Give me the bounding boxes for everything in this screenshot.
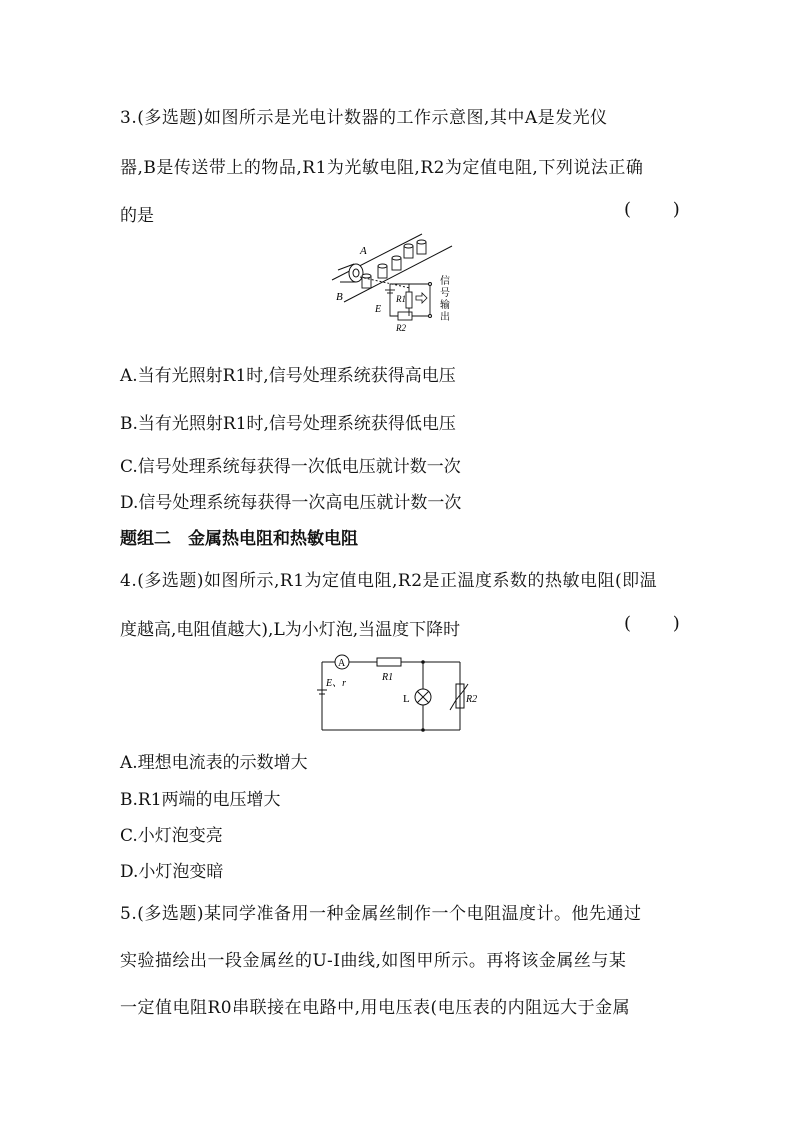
q4-option-b: B.R1两端的电压增大	[120, 790, 281, 810]
group2-heading: 题组二 金属热电阻和热敏电阻	[120, 529, 358, 549]
q4-answer-bracket: ( )	[624, 613, 698, 634]
q5-stem-line1: 5.(多选题)某同学准备用一种金属丝制作一个电阻温度计。他先通过	[120, 904, 642, 924]
q3-answer-bracket: ( )	[624, 199, 698, 220]
q3-photoelectric-counter-figure	[330, 232, 460, 340]
q4-fig-lamp-label: L	[403, 693, 410, 705]
q4-fig-source-label: E、r	[326, 678, 346, 689]
q4-stem-line1: 4.(多选题)如图所示,R1为定值电阻,R2是正温度系数的热敏电阻(即温	[120, 571, 658, 591]
q3-fig-label-r2: R2	[396, 323, 406, 333]
q3-fig-output-char1: 信	[440, 276, 450, 287]
q3-option-b: B.当有光照射R1时,信号处理系统获得低电压	[120, 414, 456, 434]
q3-fig-label-a: A	[360, 245, 367, 257]
q3-fig-output-char3: 输	[440, 300, 450, 311]
q3-fig-label-r1: R1	[396, 294, 406, 304]
q3-fig-output-char2: 号	[440, 288, 450, 299]
q4-fig-r1-label: R1	[382, 672, 394, 683]
q3-stem-line2: 器,B是传送带上的物品,R1为光敏电阻,R2为定值电阻,下列说法正确	[120, 158, 644, 178]
q3-stem-line1: 3.(多选题)如图所示是光电计数器的工作示意图,其中A是发光仪	[120, 108, 608, 128]
q4-fig-r2-label: R2	[466, 694, 478, 705]
q4-fig-ammeter-icon: A	[338, 658, 346, 669]
q3-stem-line3: 的是	[120, 206, 154, 226]
q3-option-a: A.当有光照射R1时,信号处理系统获得高电压	[120, 366, 456, 386]
q4-circuit-figure	[312, 650, 482, 740]
q5-stem-line3: 一定值电阻R0串联接在电路中,用电压表(电压表的内阻远大于金属	[120, 998, 631, 1018]
q3-option-d: D.信号处理系统每获得一次高电压就计数一次	[120, 493, 462, 513]
q5-stem-line2: 实验描绘出一段金属丝的U-I曲线,如图甲所示。再将该金属丝与某	[120, 951, 627, 971]
q4-stem-line2: 度越高,电阻值越大),L为小灯泡,当温度下降时	[120, 620, 461, 640]
q3-option-c: C.信号处理系统每获得一次低电压就计数一次	[120, 457, 461, 477]
q4-option-d: D.小灯泡变暗	[120, 862, 224, 882]
q4-option-a: A.理想电流表的示数增大	[120, 753, 308, 773]
q3-fig-output-char4: 出	[440, 312, 450, 323]
q3-fig-label-b: B	[336, 291, 343, 303]
q4-option-c: C.小灯泡变亮	[120, 826, 223, 846]
q3-fig-label-e: E	[375, 304, 382, 315]
